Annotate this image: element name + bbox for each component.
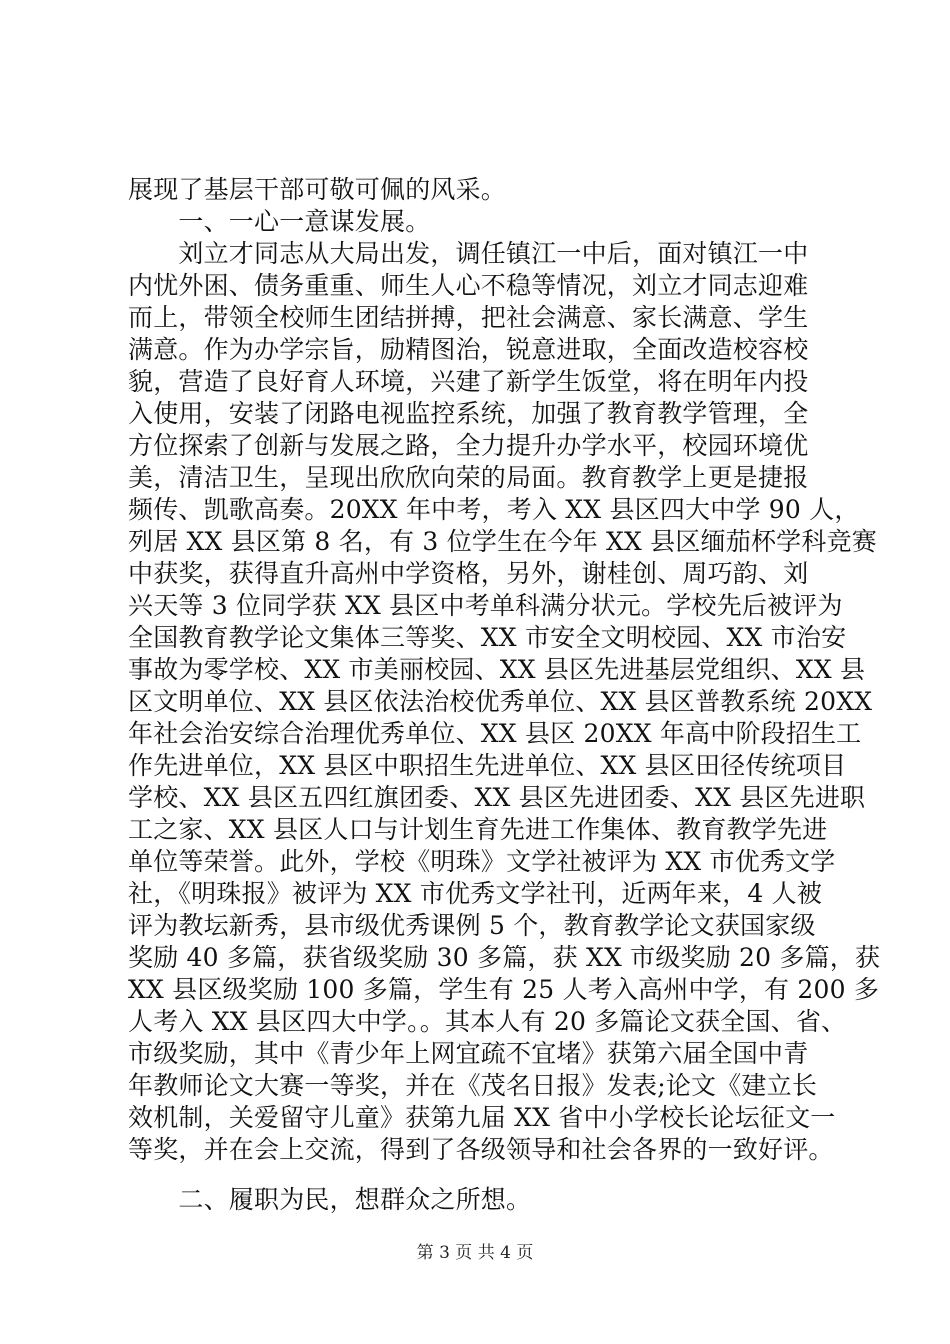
body-line: 奖励 40 多篇，获省级奖励 30 多篇，获 XX 市级奖励 20 多篇，获 — [128, 943, 881, 972]
body-line: 评为教坛新秀，县市级优秀课例 5 个，教育教学论文获国家级 — [128, 911, 816, 940]
body-line: 中获奖，获得直升高州中学资格，另外，谢桂创、周巧韵、刘 — [128, 559, 809, 588]
body-line: 刘立才同志从大局出发，调任镇江一中后，面对镇江一中 — [128, 239, 809, 268]
section-heading: 一、一心一意谋发展。 — [128, 207, 431, 236]
body-line: 作先进单位，XX 县区中职招生先进单位、XX 县区田径传统项目 — [128, 751, 847, 780]
body-line: 人考入 XX 县区四大中学。。其本人有 20 多篇论文获全国、省、 — [128, 1007, 847, 1036]
body-line: 效机制，关爱留守儿童》获第九届 XX 省中小学校长论坛征文一 — [128, 1103, 836, 1132]
body-line: 事故为零学校、XX 市美丽校园、XX 县区先进基层党组织、XX 县 — [128, 655, 866, 684]
body-line: XX 县区级奖励 100 多篇，学生有 25 人考入高州中学，有 200 多 — [128, 975, 880, 1004]
body-line: 年教师论文大赛一等奖，并在《茂名日报》发表;论文《建立长 — [128, 1071, 818, 1100]
body-line: 方位探索了创新与发展之路，全力提升办学水平，校园环境优 — [128, 431, 809, 460]
body-line: 学校、XX 县区五四红旗团委、XX 县区先进团委、XX 县区先进职 — [128, 783, 866, 812]
body-line: 年社会治安综合治理优秀单位、XX 县区 20XX 年高中阶段招生工 — [128, 719, 862, 748]
body-line: 区文明单位、XX 县区依法治校优秀单位、XX 县区普教系统 20XX — [128, 687, 873, 716]
page-number-footer: 第 3 页 共 4 页 — [416, 1243, 534, 1263]
body-line: 兴天等 3 位同学获 XX 县区中考单科满分状元。学校先后被评为 — [128, 591, 843, 620]
body-line: 市级奖励，其中《青少年上网宜疏不宜堵》获第六届全国中青 — [128, 1039, 809, 1068]
body-line: 工之家、XX 县区人口与计划生育先进工作集体、教育教学先进 — [128, 815, 828, 844]
body-line: 而上，带领全校师生团结拼搏，把社会满意、家长满意、学生 — [128, 303, 809, 332]
body-line: 展现了基层干部可敬可佩的风采。 — [128, 175, 507, 204]
body-line: 满意。作为办学宗旨，励精图治，锐意进取，全面改造校容校 — [128, 335, 809, 364]
body-line: 美，清洁卫生，呈现出欣欣向荣的局面。教育教学上更是捷报 — [128, 463, 809, 492]
section-heading: 二、履职为民，想群众之所想。 — [128, 1185, 532, 1214]
body-line: 全国教育教学论文集体三等奖、XX 市安全文明校园、XX 市治安 — [128, 623, 847, 652]
body-line: 内忧外困、债务重重、师生人心不稳等情况，刘立才同志迎难 — [128, 271, 809, 300]
body-line: 单位等荣誉。此外，学校《明珠》文学社被评为 XX 市优秀文学 — [128, 847, 836, 876]
body-line: 貌，营造了良好育人环境，兴建了新学生饭堂，将在明年内投 — [128, 367, 809, 396]
body-line: 等奖，并在会上交流，得到了各级领导和社会各界的一致好评。 — [128, 1135, 834, 1164]
body-line: 入使用，安装了闭路电视监控系统，加强了教育教学管理，全 — [128, 399, 809, 428]
body-line: 列居 XX 县区第 8 名，有 3 位学生在今年 XX 县区缅茄杯学科竞赛 — [128, 527, 877, 556]
body-line: 社，《明珠报》被评为 XX 市优秀文学社刊，近两年来，4 人被 — [128, 879, 823, 908]
body-line: 频传、凯歌高奏。20XX 年中考，考入 XX 县区四大中学 90 人， — [128, 495, 860, 524]
